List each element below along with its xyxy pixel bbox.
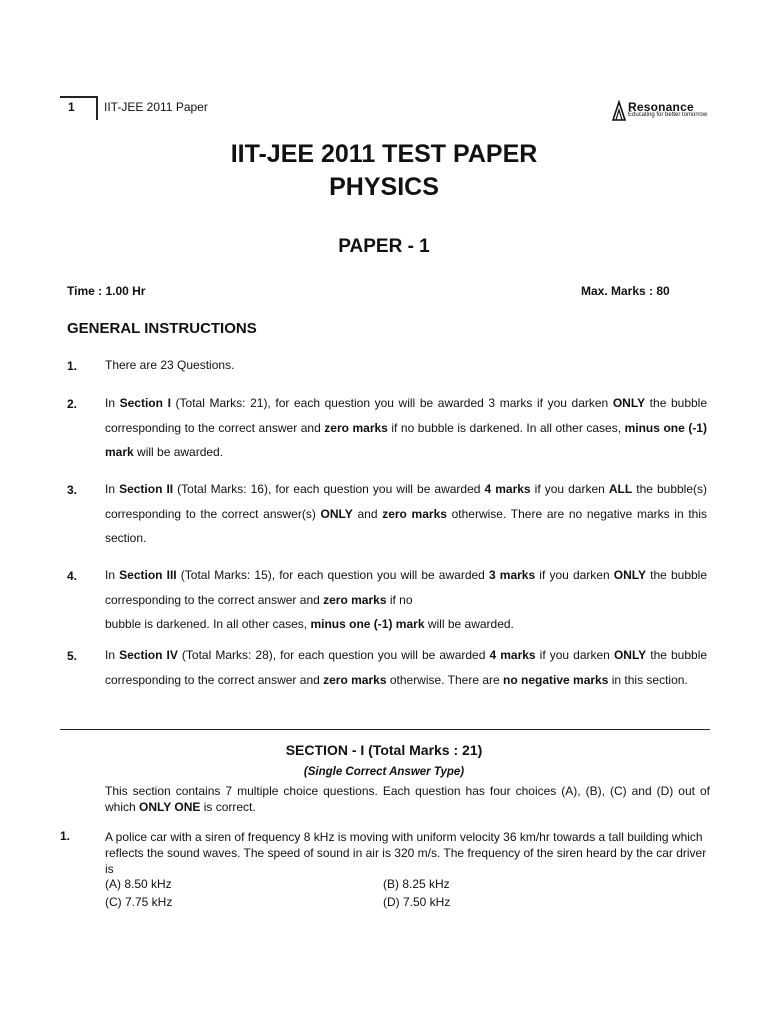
instruction-emphasis: Section II (119, 482, 174, 496)
instruction-emphasis: 3 marks (488, 568, 536, 582)
instruction-segment: will be awarded. (424, 617, 514, 631)
instruction-emphasis: Section I (119, 396, 171, 410)
instruction-segment: if you darken (535, 648, 614, 662)
resonance-logo (612, 100, 712, 126)
section-subheading: (Single Correct Answer Type) (303, 766, 465, 778)
option-a: (A) 8.50 kHz (105, 877, 172, 891)
instruction-emphasis: ALL (608, 482, 633, 496)
logo-mark-icon (612, 100, 626, 124)
page-number: 1 (68, 100, 75, 114)
logo-tagline: Educating for better tomorrow (628, 112, 708, 118)
instruction-segment: In (105, 396, 120, 410)
section-heading: SECTION - I (Total Marks : 21) (285, 742, 483, 758)
instruction-segment: In (105, 568, 120, 582)
max-marks-label: Max. Marks : 80 (581, 284, 670, 298)
section-desc-end: is correct. (200, 800, 256, 814)
instruction-segment: the bubble corresponding to the correct answer and (105, 648, 708, 687)
time-label: Time : 1.00 Hr (67, 284, 146, 298)
instruction-segment: (Total Marks: 21), for each question you will be awarded 3 marks if you darken (170, 396, 613, 410)
instruction-segment: if no bubble is darkened. In all other cases, (387, 420, 625, 435)
instruction-segment: otherwise. There are (386, 672, 504, 687)
instruction-segment: In (105, 482, 120, 496)
question-number: 1. (60, 829, 71, 843)
instruction-segment: There are 23 Questions. (105, 358, 235, 372)
question-text: A police car with a siren of frequency 8 kHz is moving with uniform velocity 36 km/hr towards a tall building which reflects the sound waves. The speed of sound in air is 320 m/s. The frequency of the siren heard by the car driver is (105, 830, 707, 876)
section-description (105, 783, 710, 815)
instruction-text (105, 391, 707, 465)
instruction-text (105, 353, 707, 378)
logo-name: Resonance (628, 100, 694, 114)
instruction-emphasis: ONLY (612, 396, 646, 410)
instruction-segment: (Total Marks: 15), for each question you will be awarded (176, 568, 489, 582)
instruction-emphasis: zero marks (323, 672, 387, 687)
option-c: (C) 7.75 kHz (105, 895, 173, 909)
instruction-segment: if you darken (535, 568, 614, 582)
instruction-emphasis: ONLY (613, 648, 647, 662)
instruction-number: 3. (67, 483, 78, 497)
instruction-segment: (Total Marks: 28), for each question you will be awarded (177, 648, 490, 662)
instructions-heading: GENERAL INSTRUCTIONS (67, 320, 257, 337)
instruction-segment: in this section. (608, 672, 688, 687)
instruction-number: 2. (67, 397, 78, 411)
instruction-emphasis: 4 marks (489, 648, 536, 662)
instruction-number: 5. (67, 649, 78, 663)
instruction-segment: if no (386, 592, 413, 607)
instruction-emphasis: Section IV (119, 648, 178, 662)
header-rule (60, 96, 97, 98)
instruction-number: 1. (67, 359, 78, 373)
section-divider (60, 729, 710, 730)
instruction-emphasis: no negative marks (503, 672, 609, 687)
instruction-segment: (Total Marks: 16), for each question you will be awarded (173, 482, 485, 496)
instruction-text (105, 563, 707, 637)
instruction-emphasis: minus one (-1) mark (310, 617, 425, 631)
instruction-emphasis: 4 marks (484, 482, 531, 496)
instruction-segment: the bubble corresponding to the correct answer and (105, 396, 708, 435)
instruction-segment: the bubble corresponding to the correct answer and (105, 568, 708, 607)
instruction-number: 4. (67, 569, 78, 583)
document-title: IIT-JEE 2011 TEST PAPER (230, 140, 538, 168)
instruction-text (105, 477, 707, 551)
instruction-segment: the bubble(s) corresponding to the correct answer(s) (105, 482, 708, 521)
section-desc-text: This section contains 7 multiple choice questions. Each question has four choices (A), (B), (C) and (D) out of which (105, 784, 710, 814)
instruction-emphasis: ONLY (320, 506, 353, 521)
instruction-segment: will be awarded. (133, 445, 224, 459)
instruction-segment: if you darken (530, 482, 609, 496)
header-divider (96, 96, 98, 120)
instruction-emphasis: zero marks (382, 506, 447, 521)
instruction-segment: and (352, 506, 383, 521)
instruction-emphasis: zero marks (323, 592, 387, 607)
instruction-text (105, 643, 707, 692)
option-b: (B) 8.25 kHz (383, 877, 450, 891)
running-title: IIT-JEE 2011 Paper (104, 100, 208, 114)
instruction-segment: otherwise. There are no negative marks in this section. (105, 506, 707, 545)
section-desc-bold: ONLY ONE (139, 800, 201, 814)
option-d: (D) 7.50 kHz (383, 895, 451, 909)
instruction-segment: In (105, 648, 120, 662)
instruction-emphasis: minus one (-1) mark (105, 420, 707, 459)
instruction-segment: bubble is darkened. In all other cases, (105, 617, 311, 631)
instruction-emphasis: Section III (119, 568, 177, 582)
instruction-emphasis: ONLY (613, 568, 647, 582)
subject-title: PHYSICS (329, 173, 439, 201)
instruction-emphasis: zero marks (324, 420, 388, 435)
paper-label: PAPER - 1 (338, 236, 430, 257)
